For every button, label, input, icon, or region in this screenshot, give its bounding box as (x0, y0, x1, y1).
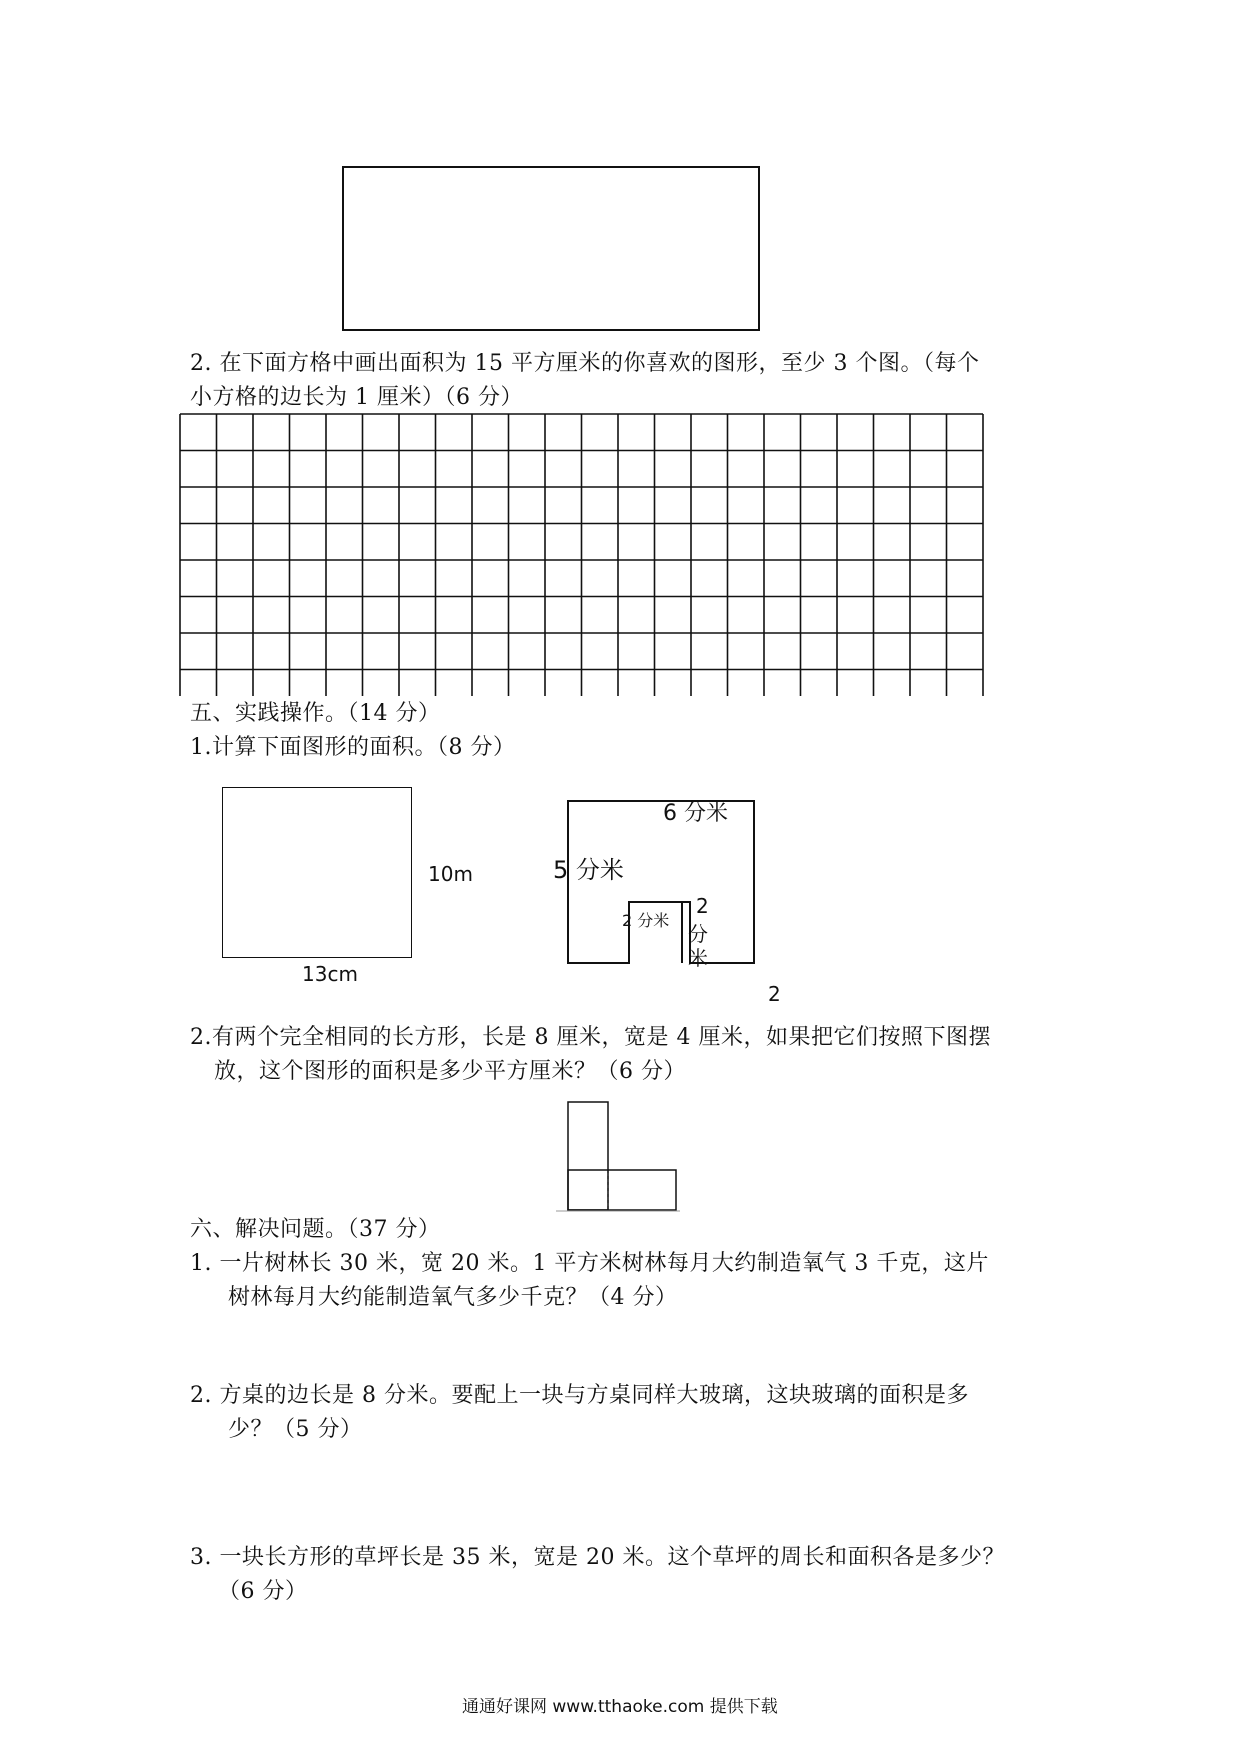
section-6-question-3-line2: （6 分） (218, 1579, 308, 1604)
figure-2-inner-height-digit: 2 (696, 894, 709, 918)
section-6-question-2-line1: 2. 方桌的边长是 8 分米。要配上一块与方桌同样大玻璃，这块玻璃的面积是多 (190, 1383, 969, 1408)
answer-rectangle (342, 166, 760, 331)
figure-l-shape (556, 1096, 680, 1212)
figure-1-height-label: 10m (428, 862, 473, 886)
question-4-2-line2: 小方格的边长为 1 厘米）（6 分） (190, 385, 523, 410)
section-5-title: 五、实践操作。（14 分） (190, 701, 441, 726)
section-6-question-2-line2: 少？（5 分） (228, 1417, 363, 1442)
figure-2-inner-height-char1: 分 (688, 922, 708, 946)
section-5-question-1: 1.计算下面图形的面积。（8 分） (190, 735, 516, 760)
section-5-question-2-line2: 放，这个图形的面积是多少平方厘米？（6 分） (214, 1059, 686, 1084)
figure-2-top-label: 6 分米 (663, 801, 728, 826)
figure-1-rectangle (222, 787, 412, 958)
section-6-title: 六、解决问题。（37 分） (190, 1217, 441, 1242)
section-6-question-3-line1: 3. 一块长方形的草坪长是 35 米，宽是 20 米。这个草坪的周长和面积各是多少？ (190, 1545, 1005, 1570)
figure-2-inner-width-label: 2 分米 (622, 911, 670, 930)
figure-2-stray-label: 2 (768, 982, 781, 1006)
section-6-question-1-line2: 树林每月大约能制造氧气多少千克？（4 分） (228, 1285, 678, 1310)
footer-source: 通通好课网 www.tthaoke.com 提供下载 (462, 1697, 778, 1717)
figure-2-left-label: 5 分米 (553, 856, 624, 884)
figure-2-inner-height-char2: 米 (688, 946, 708, 970)
drawing-grid[interactable] (178, 412, 986, 696)
section-6-question-1-line1: 1. 一片树林长 30 米，宽 20 米。1 平方米树林每月大约制造氧气 3 千克，这片 (190, 1251, 989, 1276)
figure-1-width-label: 13cm (302, 962, 358, 986)
question-4-2-line1: 2. 在下面方格中画出面积为 15 平方厘米的你喜欢的图形，至少 3 个图。（每个 (190, 351, 980, 376)
section-5-question-2-line1: 2.有两个完全相同的长方形，长是 8 厘米，宽是 4 厘米，如果把它们按照下图摆 (190, 1025, 991, 1050)
